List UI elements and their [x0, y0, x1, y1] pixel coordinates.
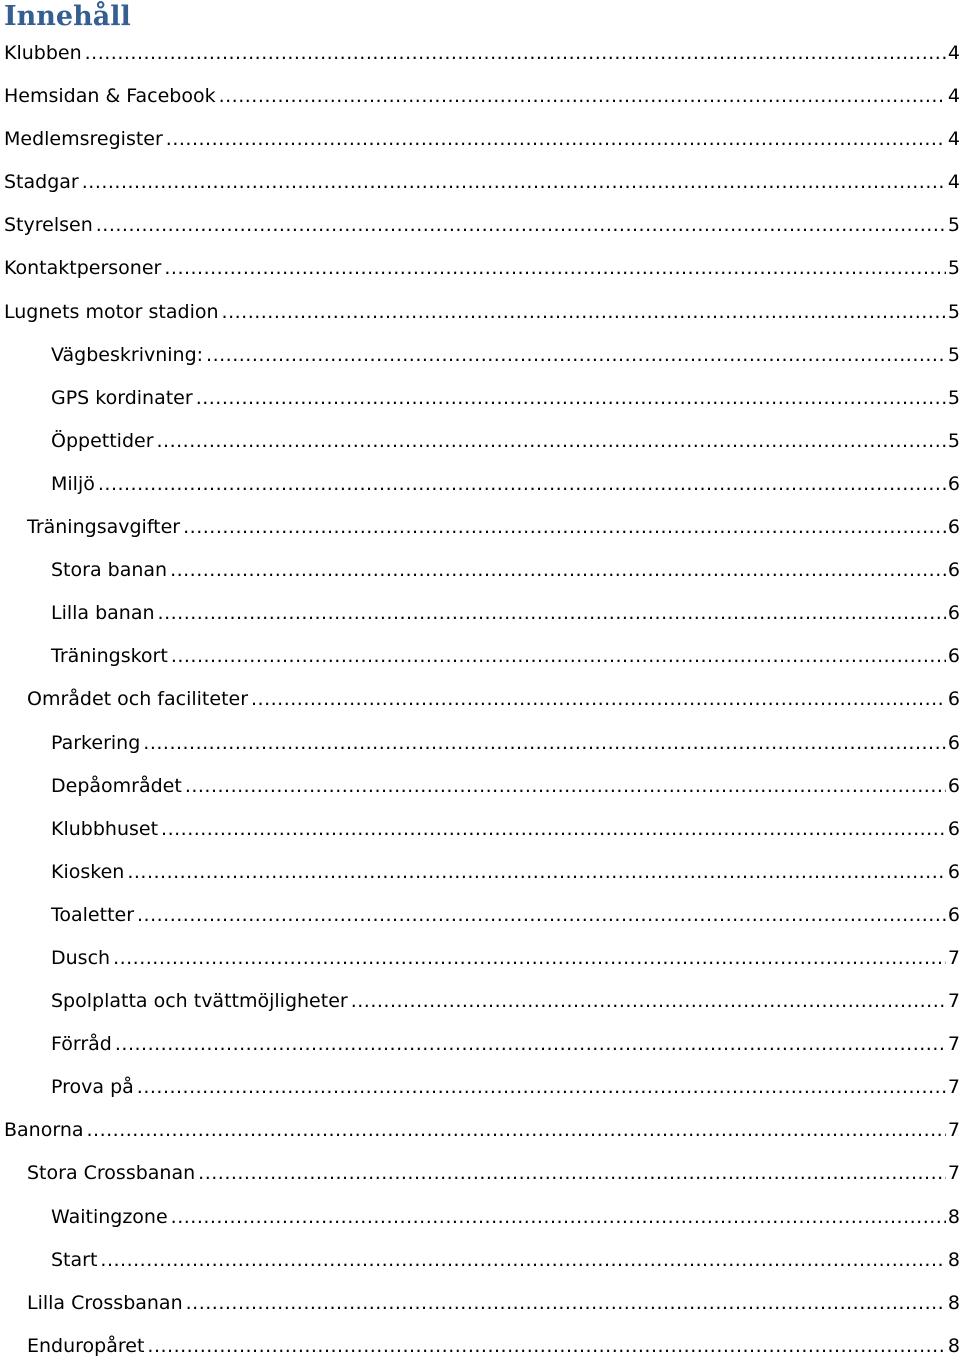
toc-entry-title: Prova på — [51, 1076, 134, 1099]
toc-entry-page-number: 8 — [947, 1334, 960, 1357]
dot-leader — [127, 851, 946, 894]
toc-entry-title: Kiosken — [51, 860, 125, 883]
toc-entry-page-number: 5 — [947, 386, 960, 409]
toc-entry[interactable] — [0, 549, 960, 592]
toc-entry[interactable] — [0, 1325, 960, 1368]
dot-leader — [206, 334, 946, 377]
dot-leader — [113, 937, 946, 980]
toc-entry[interactable] — [0, 1109, 960, 1152]
dot-leader — [251, 678, 946, 721]
toc-entry-title: Start — [51, 1248, 98, 1271]
dot-leader — [196, 377, 946, 420]
toc-entry[interactable] — [0, 377, 960, 420]
toc-entry-title: Styrelsen — [4, 214, 93, 237]
dot-leader — [96, 204, 946, 247]
toc-entry-title: Enduropåret — [27, 1334, 145, 1357]
dot-leader — [87, 1109, 946, 1152]
toc-entry-title: Klubbhuset — [51, 817, 159, 840]
toc-entry[interactable] — [0, 291, 960, 334]
toc-entry-page-number: 7 — [947, 1076, 960, 1099]
toc-entry[interactable] — [0, 75, 960, 118]
toc-entry-title: Lilla Crossbanan — [27, 1291, 183, 1314]
toc-entry-page-number: 6 — [947, 903, 960, 926]
toc-entry-page-number: 6 — [947, 688, 960, 711]
toc-list — [0, 32, 960, 1368]
toc-entry[interactable] — [0, 722, 960, 765]
toc-entry[interactable] — [0, 1282, 960, 1325]
dot-leader — [222, 291, 946, 334]
toc-entry-page-number: 6 — [947, 516, 960, 539]
dot-leader — [157, 420, 946, 463]
toc-entry-title: Spolplatta och tvättmöjligheter — [51, 990, 348, 1013]
toc-entry-page-number: 5 — [947, 429, 960, 452]
toc-entry[interactable] — [0, 506, 960, 549]
toc-entry[interactable] — [0, 1152, 960, 1195]
toc-entry-page-number: 5 — [947, 214, 960, 237]
toc-entry-title: Kontaktpersoner — [4, 257, 162, 280]
dot-leader — [137, 1066, 946, 1109]
toc-entry[interactable] — [0, 1239, 960, 1282]
toc-entry-title: Miljö — [51, 472, 95, 495]
toc-entry-title: Toaletter — [51, 903, 135, 926]
toc-entry-page-number: 6 — [947, 559, 960, 582]
toc-entry[interactable] — [0, 592, 960, 635]
toc-entry-page-number: 8 — [947, 1248, 960, 1271]
dot-leader — [186, 1282, 946, 1325]
toc-entry[interactable] — [0, 765, 960, 808]
dot-leader — [183, 506, 946, 549]
toc-entry-title: Depåområdet — [51, 774, 182, 797]
dot-leader — [100, 1239, 945, 1282]
dot-leader — [185, 765, 946, 808]
toc-entry-page-number: 6 — [947, 645, 960, 668]
toc-entry-page-number: 6 — [947, 731, 960, 754]
toc-entry[interactable] — [0, 851, 960, 894]
toc-entry-title: Medlemsregister — [4, 128, 163, 151]
toc-entry-page-number: 5 — [947, 300, 960, 323]
dot-leader — [166, 118, 946, 161]
toc-entry-title: Waitingzone — [51, 1205, 168, 1228]
toc-entry-title: Hemsidan & Facebook — [4, 85, 216, 108]
toc-entry[interactable] — [0, 334, 960, 377]
toc-entry-title: Förråd — [51, 1033, 112, 1056]
toc-entry-page-number: 8 — [947, 1291, 960, 1314]
dot-leader — [115, 1023, 946, 1066]
toc-entry-title: Lugnets motor stadion — [4, 300, 219, 323]
toc-entry-title: Lilla banan — [51, 602, 155, 625]
toc-entry-page-number: 8 — [947, 1205, 960, 1228]
toc-entry-page-number: 6 — [947, 817, 960, 840]
toc-entry[interactable] — [0, 118, 960, 161]
toc-entry-page-number: 6 — [947, 472, 960, 495]
dot-leader — [158, 592, 946, 635]
toc-entry-title: Träningskort — [51, 645, 168, 668]
dot-leader — [147, 1325, 946, 1368]
toc-entry-title: Stadgar — [4, 171, 79, 194]
dot-leader — [164, 247, 946, 290]
toc-heading: Innehåll — [4, 1, 131, 32]
toc-entry-title: Stora Crossbanan — [27, 1162, 196, 1185]
toc-entry-page-number: 7 — [947, 1033, 960, 1056]
toc-entry-title: GPS kordinater — [51, 386, 193, 409]
toc-entry-page-number: 7 — [947, 990, 960, 1013]
toc-entry[interactable] — [0, 808, 960, 851]
toc-entry[interactable] — [0, 1066, 960, 1109]
toc-entry-title: Banorna — [4, 1119, 84, 1142]
toc-entry-page-number: 6 — [947, 602, 960, 625]
dot-leader — [85, 32, 946, 75]
toc-entry[interactable] — [0, 894, 960, 937]
toc-entry[interactable] — [0, 678, 960, 721]
toc-entry[interactable] — [0, 1023, 960, 1066]
toc-entry-title: Klubben — [4, 42, 82, 64]
toc-entry[interactable] — [0, 937, 960, 980]
toc-entry-title: Området och faciliteter — [27, 688, 249, 711]
toc-entry-page-number: 7 — [947, 946, 960, 969]
toc-entry[interactable] — [0, 247, 960, 290]
dot-leader — [219, 75, 946, 118]
toc-entry-page-number: 7 — [947, 1119, 960, 1142]
toc-entry-page-number: 4 — [947, 85, 960, 108]
toc-entry-page-number: 7 — [947, 1162, 960, 1185]
toc-entry[interactable] — [0, 1196, 960, 1239]
toc-entry[interactable] — [0, 204, 960, 247]
toc-entry-title: Stora banan — [51, 559, 168, 582]
toc-entry-page-number: 5 — [947, 343, 960, 366]
toc-entry[interactable] — [0, 463, 960, 506]
toc-entry-page-number: 4 — [947, 171, 960, 194]
dot-leader — [143, 722, 946, 765]
toc-entry[interactable] — [0, 161, 960, 204]
dot-leader — [351, 980, 946, 1023]
dot-leader — [82, 161, 946, 204]
toc-entry-title: Vägbeskrivning: — [51, 343, 204, 366]
dot-leader — [198, 1152, 946, 1195]
toc-entry-page-number: 5 — [947, 257, 960, 280]
toc-entry-page-number: 6 — [947, 860, 960, 883]
toc-entry[interactable] — [0, 32, 960, 75]
dot-leader — [170, 549, 946, 592]
dot-leader — [161, 808, 946, 851]
toc-entry-title: Öppettider — [51, 429, 154, 452]
dot-leader — [137, 894, 946, 937]
dot-leader — [171, 635, 946, 678]
toc-entry-page-number: 4 — [947, 42, 960, 64]
toc-entry-title: Träningsavgifter — [27, 516, 181, 539]
toc-entry-page-number: 4 — [947, 128, 960, 151]
toc-entry[interactable] — [0, 980, 960, 1023]
dot-leader — [171, 1196, 946, 1239]
toc-entry-page-number: 6 — [947, 774, 960, 797]
toc-entry-title: Parkering — [51, 731, 141, 754]
toc-entry[interactable] — [0, 635, 960, 678]
toc-entry[interactable] — [0, 420, 960, 463]
toc-entry-title: Dusch — [51, 946, 111, 969]
dot-leader — [98, 463, 946, 506]
